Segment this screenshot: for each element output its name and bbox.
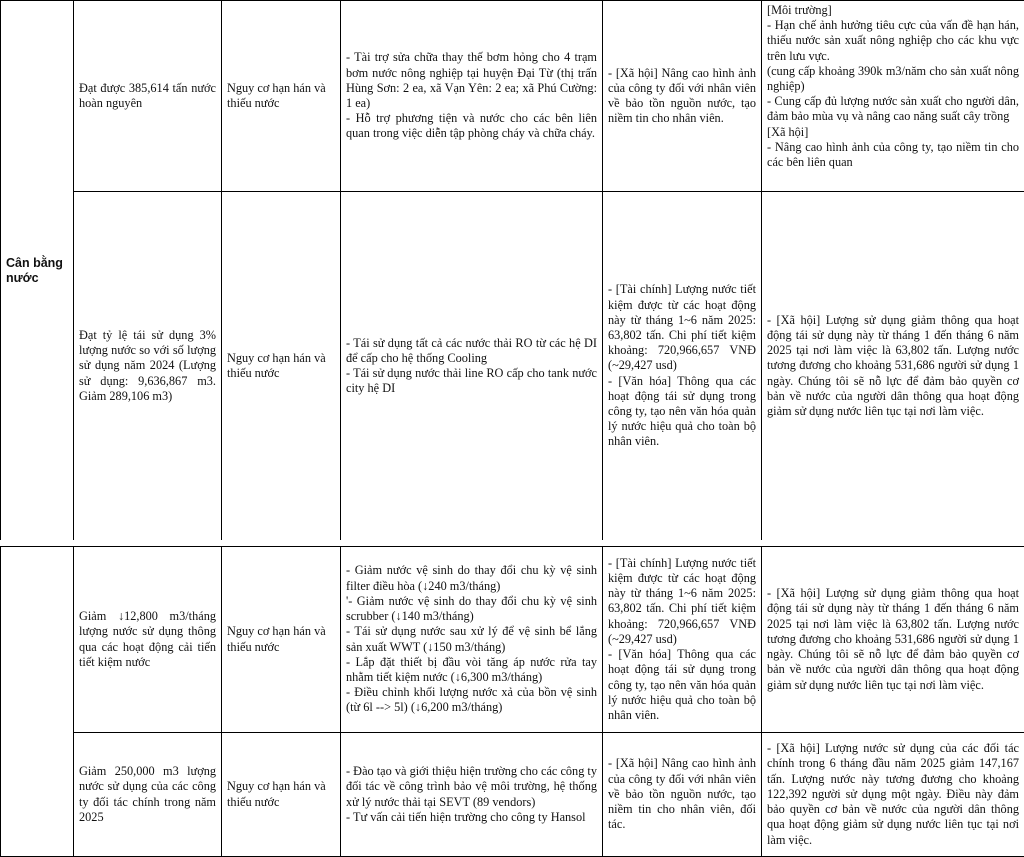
activity-item: - Điều chỉnh khối lượng nước xả của bồn vệ sinh (từ 6l --> 5l) (↓6,200 m3/tháng) [346,685,597,715]
activity-item: - Tư vấn cải tiến hiện trường cho công ty Hansol [346,810,597,825]
activities-cell [341,733,603,857]
activity-item: - Tài trợ sửa chữa thay thế bơm hỏng cho 4 trạm bơm nước nông nghiệp tại huyện Đại Từ (thị trấn Hùng Sơn: 2 ea, xã Vạn Yên: 2 ea; xã Phú Cường: 1 ea) [346,50,597,111]
company-impact-cell [603,733,762,857]
activity-item: - Tái sử dụng nước thải line RO cấp cho tank nước city hệ DI [346,366,597,396]
society-impact-cell [762,192,1024,541]
activity-item: - Đào tạo và giới thiệu hiện trường cho các công ty đối tác về công trình bảo vệ môi trường, hệ thống xử lý nước thải tại SEVT (89 vendors) [346,764,597,810]
category-cell [1,547,74,857]
impact-item: - [Xã hội] Nâng cao hình ảnh của công ty đối với nhân viên về bảo tồn nguồn nước, tạo niềm tin cho nhân viên, đối tác. [608,756,756,832]
impact-item: - Nâng cao hình ảnh của công ty, tạo niềm tin cho các bên liên quan [767,140,1019,170]
target-cell: Giảm ↓12,800 m3/tháng lượng nước sử dụng thông qua các hoạt động cải tiến tiết kiệm nước [74,547,222,733]
impact-item: - Cung cấp đủ lượng nước sản xuất cho người dân, đảm bảo mùa vụ và nâng cao năng suất cây trồng [767,94,1019,124]
table-row [1,733,1024,857]
risk-cell: Nguy cơ hạn hán và thiếu nước [222,192,341,541]
impact-item: - [Xã hội] Nâng cao hình ảnh của công ty đối với nhân viên về bảo tồn nguồn nước, tạo niềm tin cho nhân viên. [608,66,756,127]
company-impact-cell [603,1,762,192]
risk-cell: Nguy cơ hạn hán và thiếu nước [222,1,341,192]
impact-item: - [Xã hội] Lượng nước sử dụng của các đối tác chính trong 6 tháng đầu năm 2025 giảm 147,167 tấn. Lượng nước này tương đương cho khoảng 122,392 người sử dụng một ngày. Điều này đảm bảo quyền cơ bản về nước của người dân thông qua hoạt động giảm sử dụng nước liên tục tại nơi làm việc. [767,741,1019,847]
impact-item: - [Tài chính] Lượng nước tiết kiệm được từ các hoạt động này từ tháng 1~6 năm 2025: 63,802 tấn. Chi phí tiết kiệm khoảng: 720,966,657 VNĐ (~29,427 usd) [608,282,756,373]
target-cell: Giảm 250,000 m3 lượng nước sử dụng của các công ty đối tác chính trong năm 2025 [74,733,222,857]
table-row [1,547,1024,733]
impact-item: - [Văn hóa] Thông qua các hoạt động tái sử dụng trong công ty, tạo nên văn hóa quản lý nước hiệu quả cho toàn bộ nhân viên. [608,374,756,450]
category-cell: Cân bằng nước [1,1,74,541]
table-row [1,1,1024,192]
activity-item: '- Giảm nước vệ sinh do thay đổi chu kỳ vệ sinh scrubber (↓140 m3/tháng) [346,594,597,624]
society-impact-cell [762,547,1024,733]
impact-item: - Hạn chế ảnh hưởng tiêu cực của vấn đề hạn hán, thiếu nước sản xuất nông nghiệp cho các khu vực trên lưu vực. [767,18,1019,64]
company-impact-cell [603,547,762,733]
company-impact-cell [603,192,762,541]
activity-item: - Hỗ trợ phương tiện và nước cho các bên liên quan trong việc diễn tập phòng cháy và chữa cháy. [346,111,597,141]
activities-cell [341,192,603,541]
table-row [1,192,1024,541]
activity-item: - Tái sử dụng tất cả các nước thải RO từ các hệ DI để cấp cho hệ thống Cooling [346,336,597,366]
impact-item: - [Tài chính] Lượng nước tiết kiệm được từ các hoạt động này từ tháng 1~6 năm 2025: 63,802 tấn. Chi phí tiết kiệm khoảng: 720,966,657 VNĐ (~29,427 usd) [608,556,756,647]
society-impact-cell [762,1,1024,192]
impact-item: - [Văn hóa] Thông qua các hoạt động tái sử dụng trong công ty, tạo nên văn hóa quản lý nước hiệu quả cho toàn bộ nhân viên. [608,647,756,723]
activity-item: - Giảm nước vệ sinh do thay đổi chu kỳ vệ sinh filter điều hòa (↓240 m3/tháng) [346,563,597,593]
target-cell: Đạt được 385,614 tấn nước hoàn nguyên [74,1,222,192]
society-impact-cell [762,733,1024,857]
risk-cell: Nguy cơ hạn hán và thiếu nước [222,547,341,733]
activities-cell [341,547,603,733]
water-balance-table-bottom [0,546,1024,857]
impact-item: (cung cấp khoảng 390k m3/năm cho sản xuất nông nghiệp) [767,64,1019,94]
activities-cell [341,1,603,192]
risk-cell: Nguy cơ hạn hán và thiếu nước [222,733,341,857]
target-cell: Đạt tỷ lệ tái sử dụng 3% lượng nước so với số lượng sử dụng năm 2024 (Lượng sử dụng: 9,636,867 m3. Giảm 289,106 m3) [74,192,222,541]
impact-item: - [Xã hội] Lượng sử dụng giảm thông qua hoạt động tái sử dụng này từ tháng 1 đến tháng 6 năm 2025 tại nơi làm việc là 63,802 tấn. Lượng nước tương đương cho khoảng 531,686 người sử dụng 1 ngày. Chúng tôi sẽ nỗ lực để đảm bảo quyền cơ bản về nước của người dân thông qua hoạt động giảm sử dụng nước liên tục tại nơi làm việc. [767,586,1019,692]
impact-item: - [Xã hội] Lượng sử dụng giảm thông qua hoạt động tái sử dụng này từ tháng 1 đến tháng 6 năm 2025 tại nơi làm việc là 63,802 tấn. Lượng nước tương đương cho khoảng 531,686 người sử dụng 1 ngày. Chúng tôi sẽ nỗ lực để đảm bảo quyền cơ bản về nước của người dân thông qua hoạt động giảm sử dụng nước liên tục tại nơi làm việc. [767,313,1019,419]
activity-item: - Tái sử dụng nước sau xử lý để vệ sinh bể lắng sản xuất WWT (↓150 m3/tháng) [346,624,597,654]
impact-item: [Xã hội] [767,125,1019,140]
activity-item: - Lắp đặt thiết bị đầu vòi tăng áp nước rửa tay nhằm tiết kiệm nước (↓6,300 m3/tháng) [346,655,597,685]
impact-item: [Môi trường] [767,3,1019,18]
